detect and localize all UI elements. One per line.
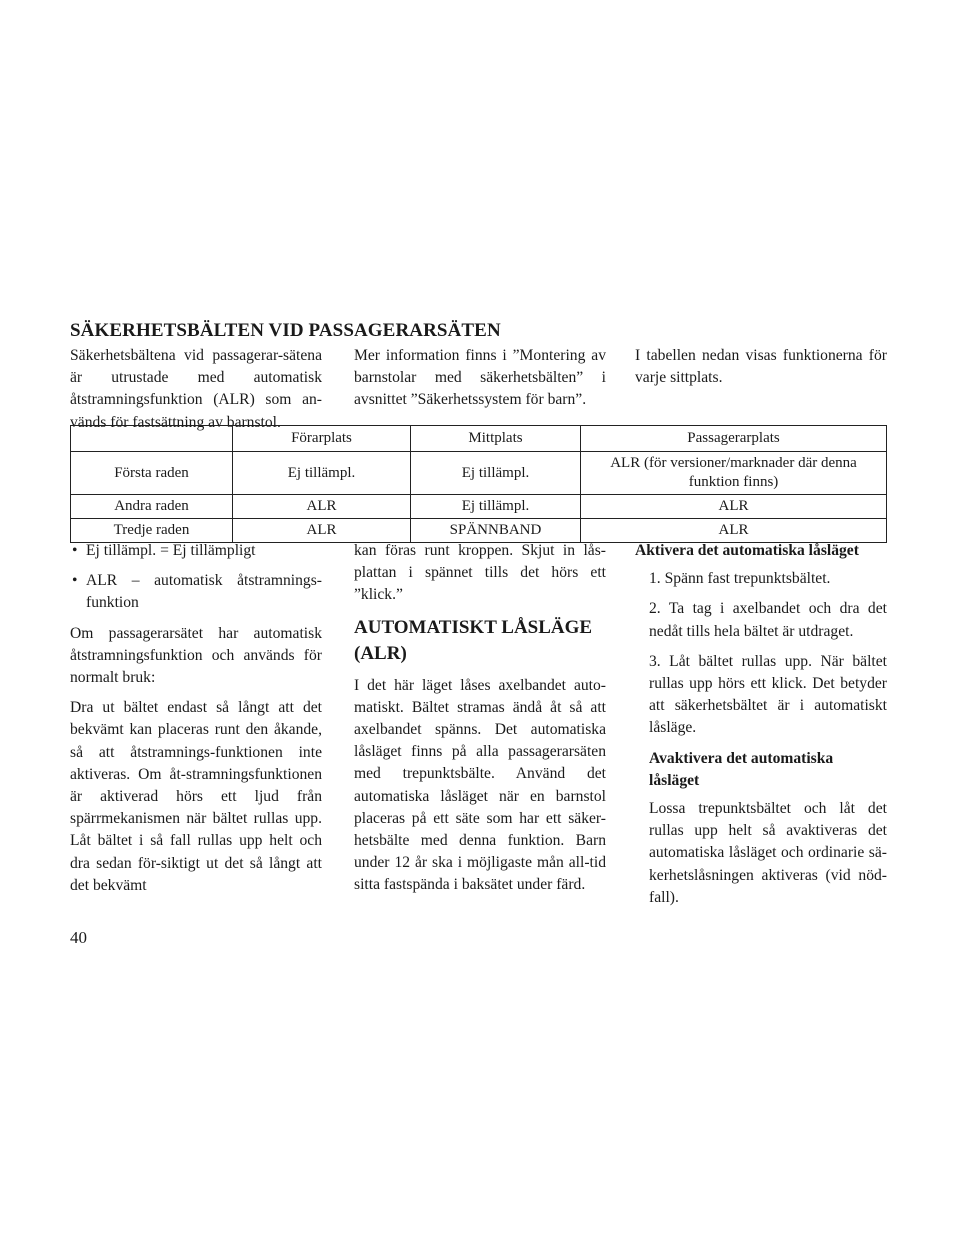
table-header-cell: Passagerarplats	[581, 426, 887, 452]
intro-column-3	[635, 345, 887, 389]
table-cell: ALR	[233, 495, 411, 519]
body-paragraph: Lossa trepunktsbältet och låt det rullas upp helt så avaktiveras det automatiska låsläget och ordinarie sä-kerhetslåsningen aktiveras (vid nöd-fall).	[649, 800, 887, 906]
section-title: SÄKERHETSBÄLTEN VID PASSAGERARSÄTEN	[70, 320, 501, 341]
list-item: • ALR – automatisk åtstramnings-funktion	[70, 570, 322, 614]
body-column-3	[635, 540, 887, 909]
table-header-cell	[71, 426, 233, 452]
table-header-cell: Mittplats	[411, 426, 581, 452]
procedure-step: 2. Ta tag i axelbandet och dra det nedåt tills hela bältet är utdraget.	[649, 600, 887, 640]
table-cell: Andra raden	[71, 495, 233, 519]
intro-paragraph: Mer information finns i ”Montering av barnstolar med säkerhetsbälten” i avsnittet ”Säkerhetssystem för barn”.	[354, 347, 606, 409]
table-cell: ALR	[581, 495, 887, 519]
table-header-row	[71, 426, 887, 452]
procedure-step: 3. Låt bältet rullas upp. När bältet rullas upp hörs ett klick. Det betyder att säkerhetsbältet är i automatiskt låsläge.	[649, 652, 887, 737]
body-paragraph: I det här läget låses axelbandet auto-matiskt. Bältet stramas ändå åt så att axelbandet spänns. Det automatiska låsläget finns på alla passagerarsäten med trepunktsbälte. Använd det automatiska låsläget när en barnstol placeras på ett säte som har ett säker-hetsbälte med denna funktion. Barn under 12 år ska i möjligaste mån all-tid sitta fastspända i baksätet under färd.	[354, 676, 606, 894]
procedure-heading: Aktivera det automatiska låsläget	[635, 542, 859, 559]
body-paragraph: kan föras runt kroppen. Skjut in lås-plattan i spännet tills det hörs ett ”klick.”	[354, 542, 606, 604]
table-row	[71, 452, 887, 495]
page-number: 40	[70, 928, 87, 947]
body-column-1	[70, 540, 322, 905]
body-paragraph: Dra ut bältet endast så långt att det bekvämt kan placeras runt den åkande, så att åtstramnings-funktionen inte aktiveras. Om åt-stramningsfunktionen är aktiverad hörs ett ljud från spärrmekanismen när bältet rullas upp. Låt bältet i så fall rullas upp helt och dra sedan för-siktigt ut det så långt att det bekvämt	[70, 699, 322, 894]
table-cell: Tredje raden	[71, 519, 233, 543]
list-item: • Ej tillämpl. = Ej tillämpligt	[70, 540, 322, 562]
table-header-cell: Förarplats	[233, 426, 411, 452]
intro-column-1	[70, 345, 322, 434]
seating-function-table	[70, 425, 887, 543]
subsection-heading: AUTOMATISKT LÅSLÄGE (ALR)	[354, 616, 593, 664]
table-cell: ALR	[581, 519, 887, 543]
table-cell: Ej tillämpl.	[233, 452, 411, 495]
intro-paragraph: Säkerhetsbältena vid passagerar-sätena är utrustade med automatisk åtstramningsfunktion (ALR) som an-vänds för fastsättning av barnstol.	[70, 347, 322, 431]
table-row	[71, 495, 887, 519]
table-cell: Första raden	[71, 452, 233, 495]
table-cell: ALR (för versioner/marknader där denna funktion finns)	[581, 452, 887, 495]
table-cell: Ej tillämpl.	[411, 452, 581, 495]
abbreviation-list	[70, 540, 322, 615]
body-paragraph: Om passagerarsätet har automatisk åtstramningsfunktion och används för normalt bruk:	[70, 624, 322, 687]
procedure-heading: Avaktivera det automatiska låsläget	[649, 749, 834, 789]
intro-column-2	[354, 345, 606, 412]
table-cell: SPÄNNBAND	[411, 519, 581, 543]
table-row	[71, 519, 887, 543]
table-cell: Ej tillämpl.	[411, 495, 581, 519]
intro-paragraph: I tabellen nedan visas funktionerna för varje sittplats.	[635, 347, 887, 387]
procedure-step: 1. Spänn fast trepunktsbältet.	[649, 570, 831, 588]
body-column-2	[354, 540, 606, 905]
table-cell: ALR	[233, 519, 411, 543]
